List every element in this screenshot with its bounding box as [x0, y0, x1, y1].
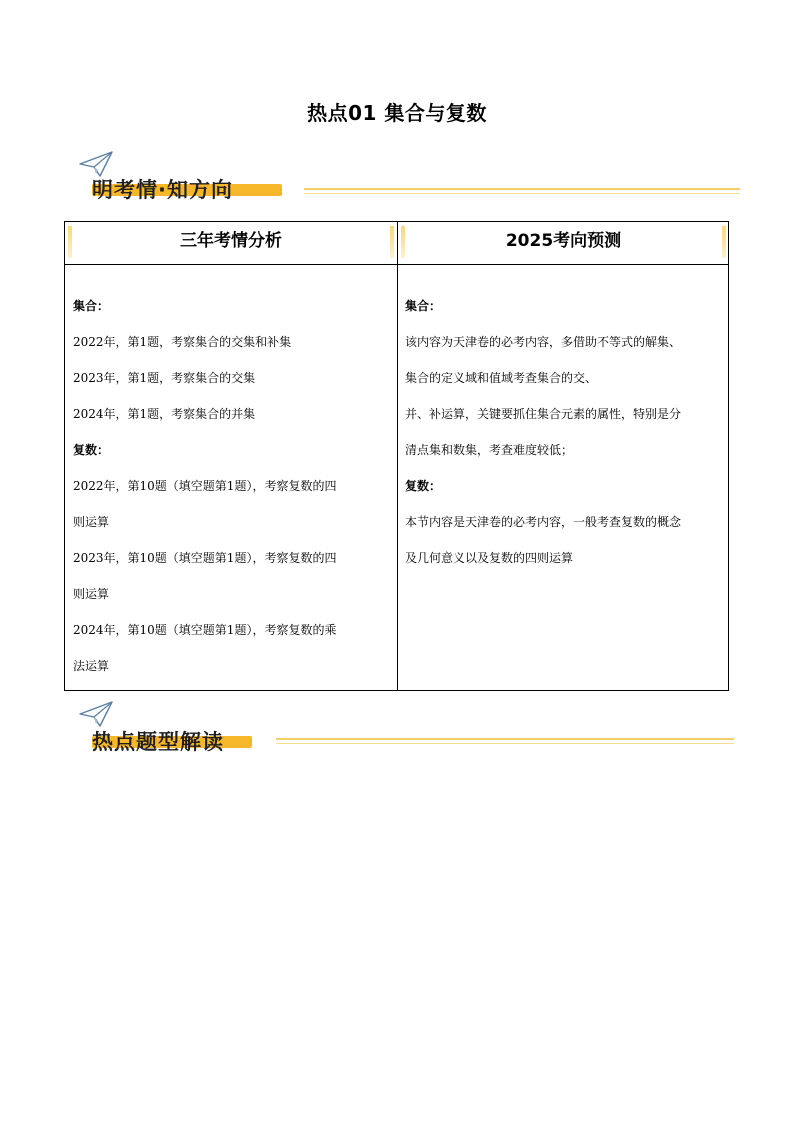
cell-line: 则运算	[73, 587, 110, 601]
forecast-cell	[405, 288, 723, 576]
cell-line: 2022年，第10题（填空题第1题），考察复数的四	[73, 479, 337, 493]
cell-line: 则运算	[73, 515, 110, 529]
column-divider	[397, 222, 398, 690]
cell-line: 本节内容是天津卷的必考内容，一般考查复数的概念	[405, 515, 682, 529]
section-banner-hot-topics	[78, 700, 736, 758]
cell-line: 集合：	[405, 299, 442, 313]
analysis-cell	[73, 288, 391, 684]
section-banner-exam-trends	[78, 150, 742, 208]
banner-title: 热点题型解读	[92, 730, 224, 754]
table-header-forecast: 2025考向预测	[398, 222, 729, 264]
cell-line: 及几何意义以及复数的四则运算	[405, 551, 574, 565]
banner-divider	[304, 188, 740, 197]
cell-line: 该内容为天津卷的必考内容，多借助不等式的解集、	[405, 335, 682, 349]
analysis-table	[64, 221, 729, 691]
cell-line: 清点集和数集，考查难度较低；	[405, 443, 574, 457]
cell-line: 复数：	[405, 479, 442, 493]
cell-line: 2023年，第1题，考察集合的交集	[73, 371, 256, 385]
cell-line: 法运算	[73, 659, 110, 673]
paper-plane-icon	[78, 700, 114, 728]
cell-line: 2024年，第10题（填空题第1题），考察复数的乘	[73, 623, 337, 637]
cell-line: 集合的定义域和值域考查集合的交、	[405, 371, 598, 385]
cell-line: 2023年，第10题（填空题第1题），考察复数的四	[73, 551, 337, 565]
table-header-analysis: 三年考情分析	[65, 222, 397, 264]
banner-title: 明考情·知方向	[92, 178, 233, 202]
cell-line: 2022年，第1题，考察集合的交集和补集	[73, 335, 292, 349]
cell-line: 2024年，第1题，考察集合的并集	[73, 407, 256, 421]
banner-divider	[276, 738, 734, 747]
cell-line: 复数：	[73, 443, 110, 457]
cell-line: 并、补运算，关键要抓住集合元素的属性，特别是分	[405, 407, 682, 421]
cell-line: 集合：	[73, 299, 110, 313]
document-title: 热点01 集合与复数	[307, 101, 487, 125]
